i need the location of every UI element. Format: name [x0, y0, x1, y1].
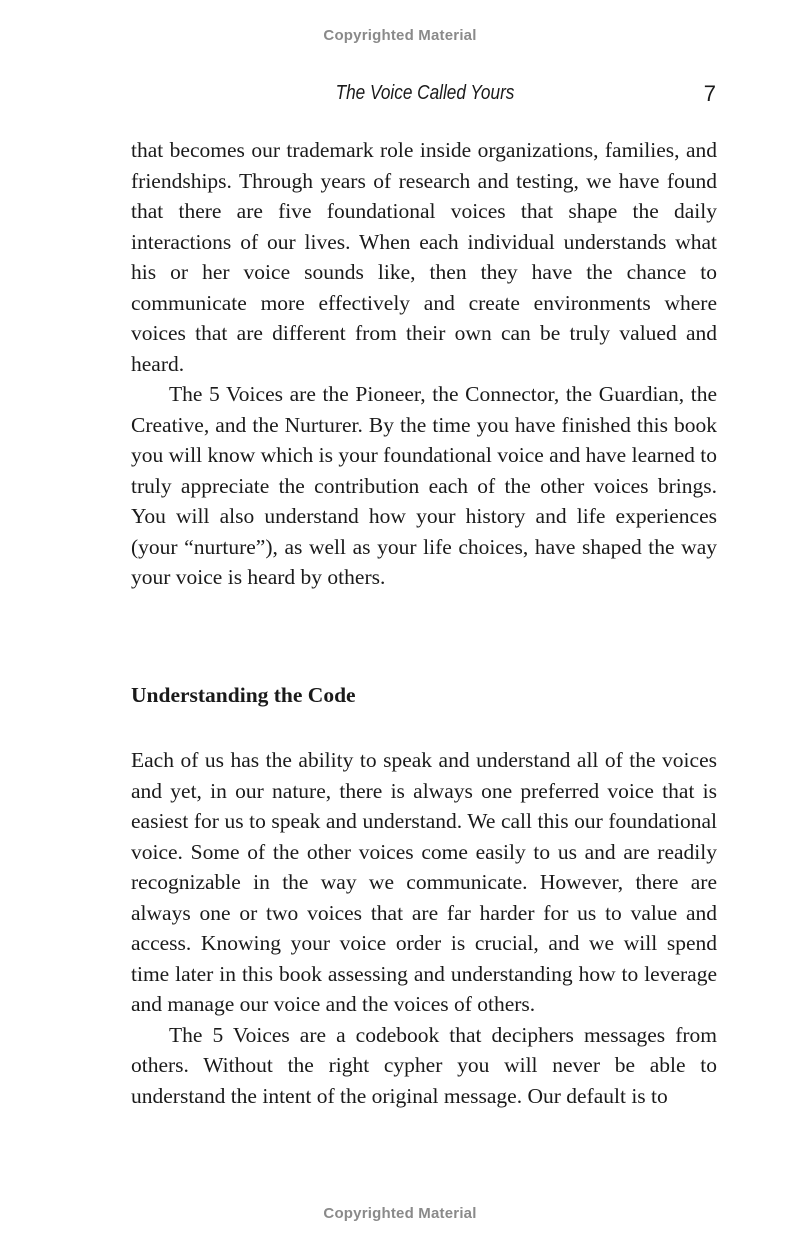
- paragraph-codebook: The 5 Voices are a codebook that deciphers messages from others. Without the right cypher you will never be able to understand the intent of the original message. Our default is to: [131, 1022, 717, 1108]
- page-number: 7: [703, 81, 716, 106]
- copyright-watermark-top: Copyrighted Material: [323, 27, 477, 44]
- body-text-section-1: [131, 135, 717, 593]
- running-head: [0, 82, 800, 112]
- section-heading: Understanding the Code: [131, 683, 356, 707]
- body-text-section-2: [131, 745, 717, 1111]
- paragraph-5-voices-intro: The 5 Voices are the Pioneer, the Connector, the Guardian, the Creative, and the Nurturer. By the time you have finished this book you will know which is your foundational voice and have learned to truly appreciate the contribution each of the other voices brings. You will also understand how your history and life experiences (your “nurture”), as well as your life choices, have shaped the way your voice is heard by others.: [131, 382, 717, 589]
- copyright-watermark-bottom: Copyrighted Material: [323, 1205, 477, 1222]
- paragraph-foundational-voice: Each of us has the ability to speak and understand all of the voices and yet, in our nature, there is always one preferred voice that is easiest for us to speak and understand. We call this our foundational voice. Some of the other voices come easily to us and are readily recognizable in the way we communicate. However, there are always one or two voices that are far harder for us to value and access. Knowing your voice order is crucial, and we will spend time later in this book assessing and understanding how to leverage and manage our voice and the voices of others.: [131, 748, 717, 1016]
- paragraph-continued: that becomes our trademark role inside organizations, families, and friendships. Through years of research and testing, we have found that there are five foundational voices that shape the daily interactions of our lives. When each individual understands what his or her voice sounds like, then they have the chance to communicate more effectively and create environments where voices that are different from their own can be truly valued and heard.: [131, 138, 717, 376]
- running-head-title: The Voice Called Yours: [335, 82, 515, 104]
